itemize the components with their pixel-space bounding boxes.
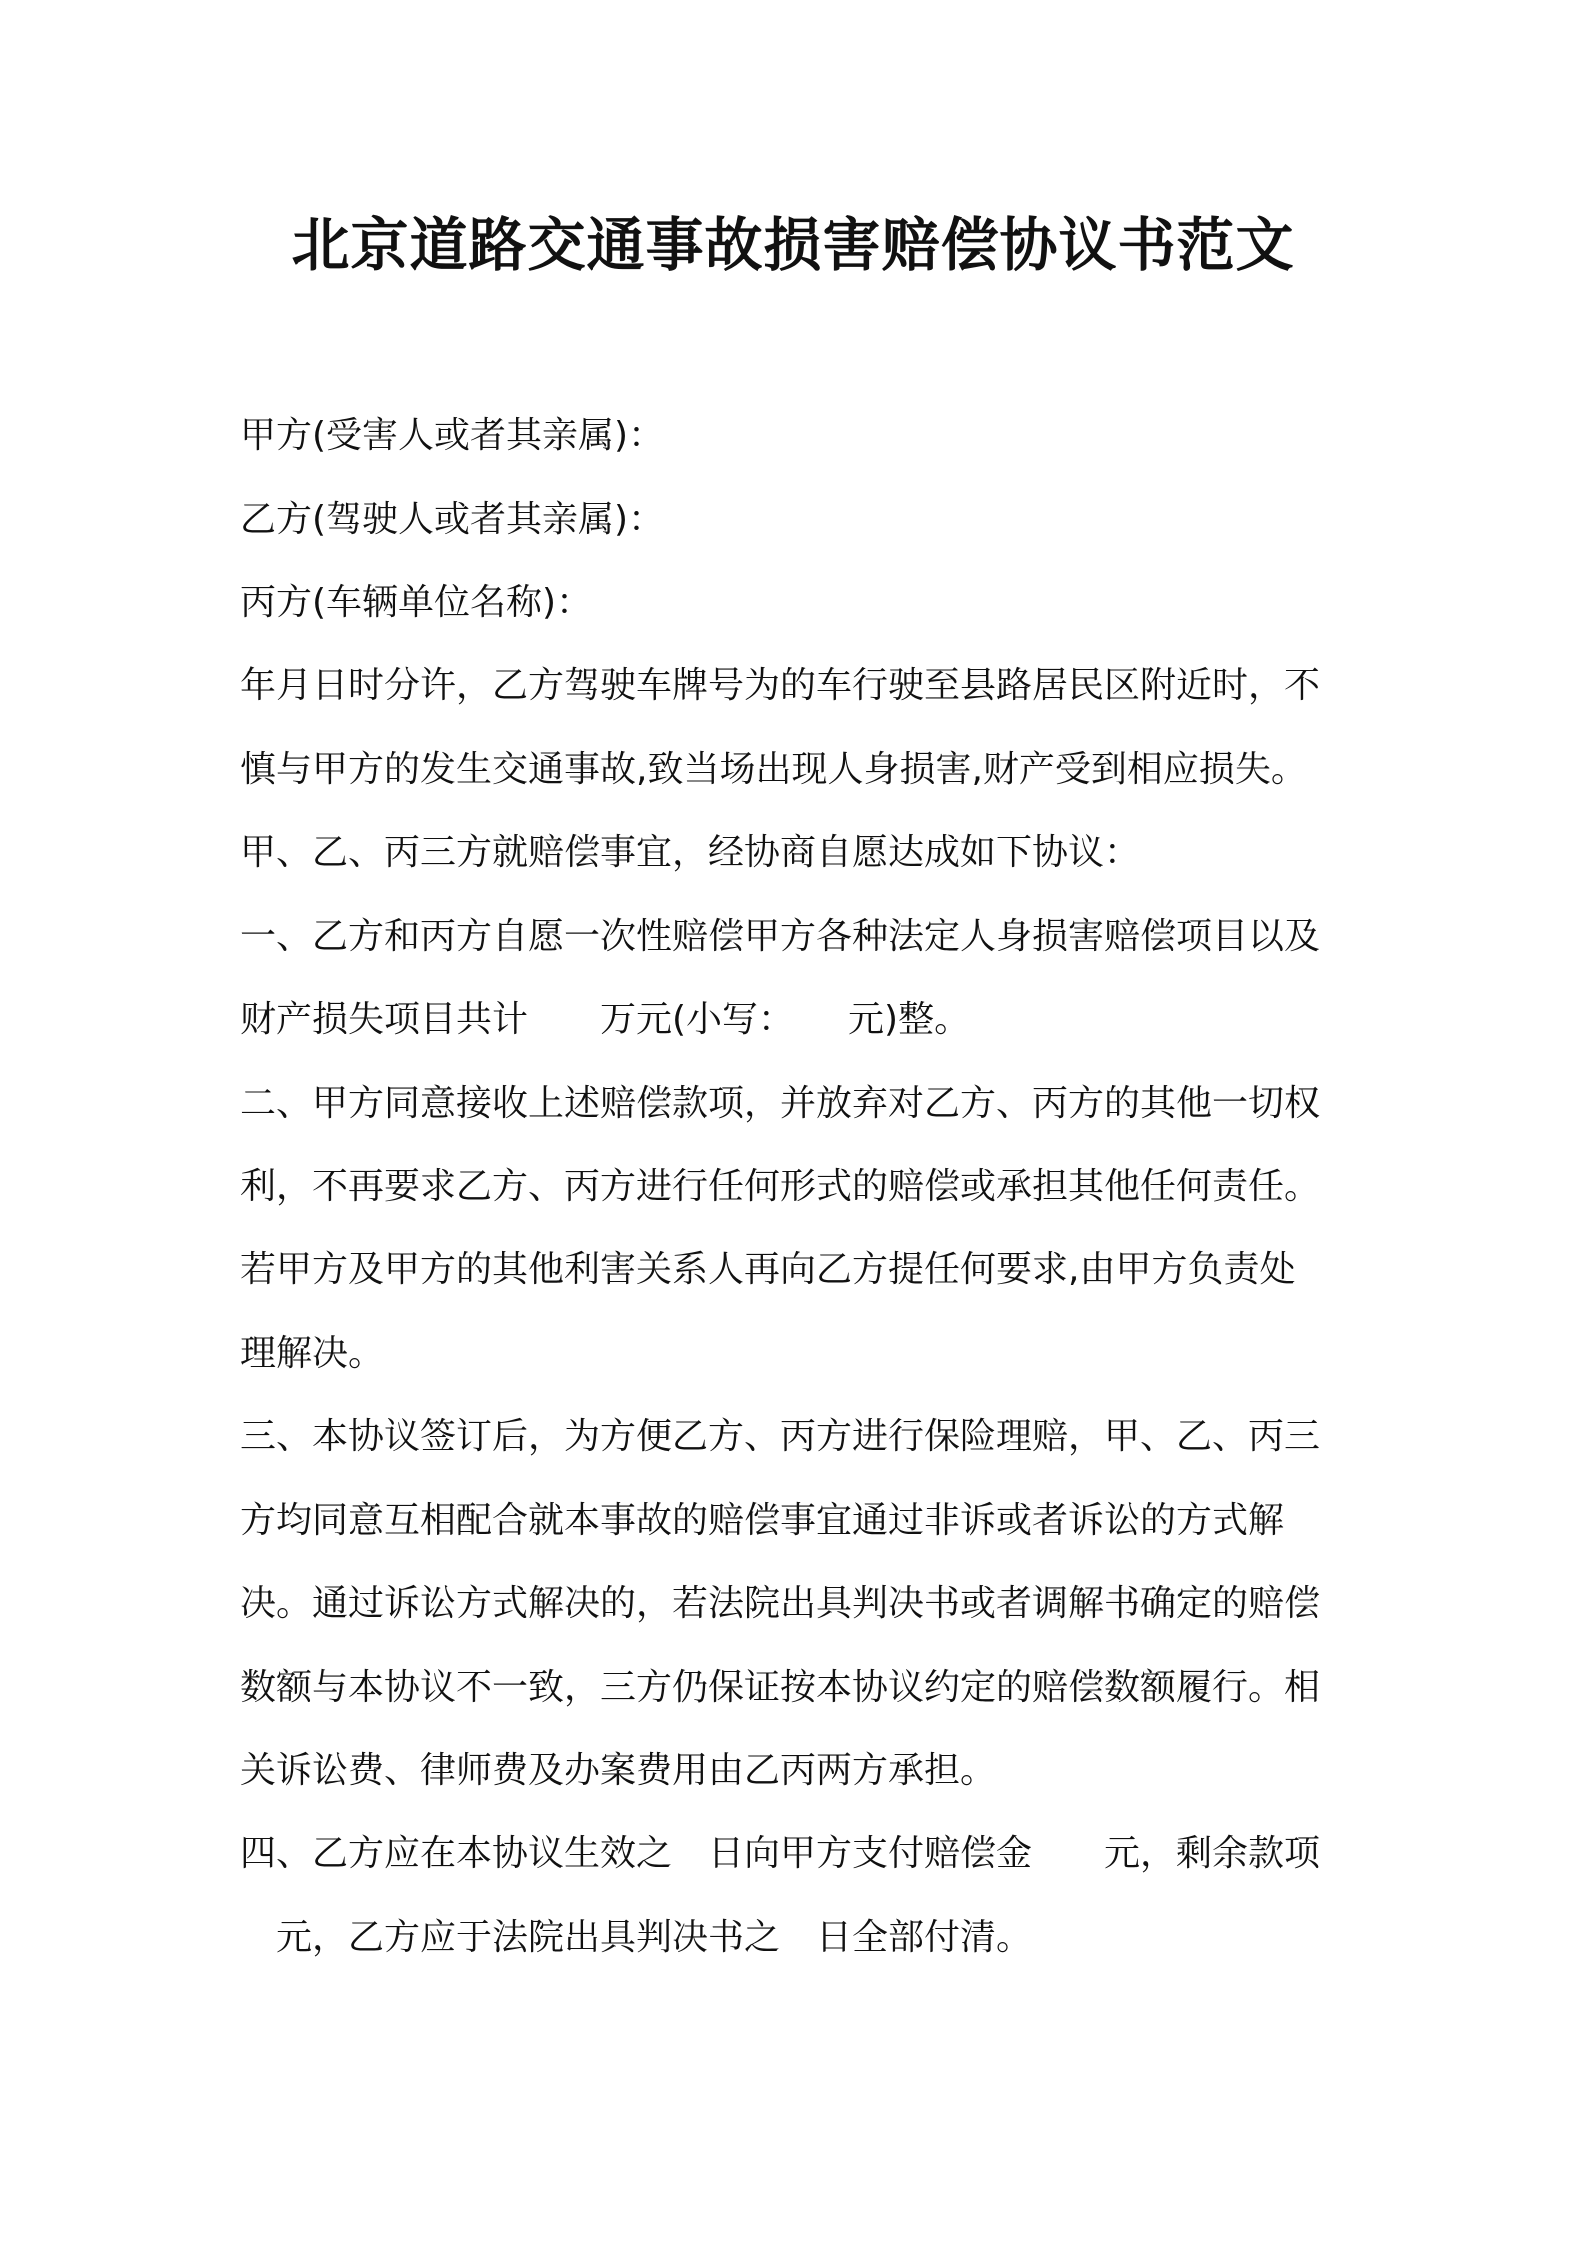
- paragraph-line: 年月日时分许，乙方驾驶车牌号为的车行驶至县路居民区附近时，不: [240, 665, 1321, 706]
- clause-3-line: 方均同意互相配合就本事故的赔偿事宜通过非诉或者诉讼的方式解: [240, 1500, 1285, 1541]
- clause-2-line: 理解决。: [240, 1333, 385, 1374]
- clause-3-line: 关诉讼费、律师费及办案费用由乙丙两方承担。: [240, 1750, 997, 1791]
- paragraph-line: 甲、乙、丙三方就赔偿事宜，经协商自愿达成如下协议：: [240, 832, 1141, 873]
- party-c-line: 丙方(车辆单位名称)：: [240, 582, 593, 623]
- party-b-line: 乙方(驾驶人或者其亲属)：: [240, 499, 665, 540]
- clause-2-line: 利，不再要求乙方、丙方进行任何形式的赔偿或承担其他任何责任。: [240, 1166, 1321, 1207]
- clause-1-line: 财产损失项目共计 万元(小写： 元)整。: [240, 999, 971, 1040]
- party-a-line: 甲方(受害人或者其亲属)：: [240, 415, 665, 456]
- clause-4-line: 四、乙方应在本协议生效之 日向甲方支付赔偿金 元，剩余款项: [240, 1833, 1321, 1874]
- paragraph-line: 慎与甲方的发生交通事故,致当场出现人身损害,财产受到相应损失。: [240, 749, 1307, 790]
- clause-3-line: 三、本协议签订后，为方便乙方、丙方进行保险理赔，甲、乙、丙三: [240, 1416, 1321, 1457]
- clause-4-line: 元，乙方应于法院出具判决书之 日全部付清。: [240, 1917, 1033, 1958]
- clause-1-line: 一、乙方和丙方自愿一次性赔偿甲方各种法定人身损害赔偿项目以及: [240, 916, 1321, 957]
- clause-3-line: 数额与本协议不一致，三方仍保证按本协议约定的赔偿数额履行。相: [240, 1667, 1321, 1708]
- clause-3-line: 决。通过诉讼方式解决的，若法院出具判决书或者调解书确定的赔偿: [240, 1583, 1321, 1624]
- clause-2-line: 二、甲方同意接收上述赔偿款项，并放弃对乙方、丙方的其他一切权: [240, 1083, 1321, 1124]
- clause-2-line: 若甲方及甲方的其他利害关系人再向乙方提任何要求,由甲方负责处: [240, 1249, 1296, 1290]
- document-title: 北京道路交通事故损害赔偿协议书范文: [291, 211, 1295, 279]
